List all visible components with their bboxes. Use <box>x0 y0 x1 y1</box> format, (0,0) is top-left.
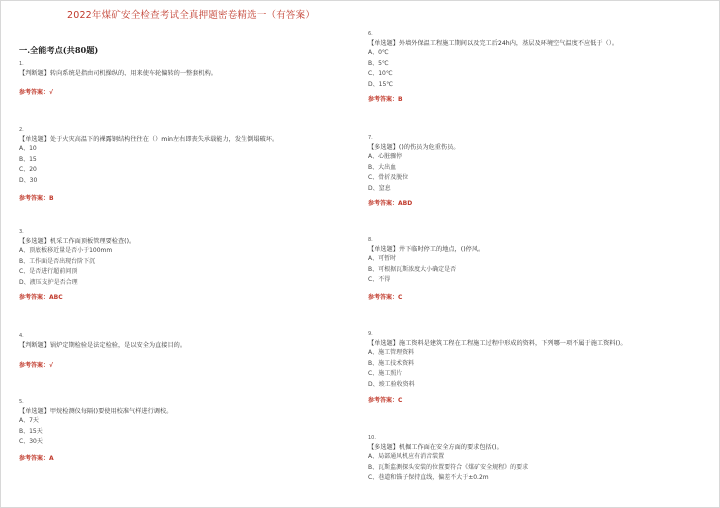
question-1 <box>19 61 349 97</box>
question-text: 【多选题】机掘工作面在安全方面的要求包括()。 <box>368 444 503 451</box>
option: A、心脏骤停 <box>368 153 403 160</box>
question-text: 【判断题】转向系统是指由司机操纵的、用来使车轮偏转的一整套机构。 <box>19 70 217 77</box>
question-8 <box>368 237 698 302</box>
question-number: 10. <box>368 435 376 441</box>
answer-label: 参考答案： <box>368 293 399 301</box>
option: A、0℃ <box>368 49 389 56</box>
answer-value: √ <box>49 89 54 96</box>
option: B、瓦斯监测探头安装的位置要符合《煤矿安全规程》的要求 <box>368 463 529 471</box>
answer-label: 参考答案： <box>19 454 50 462</box>
question-text: 【多选题】()的伤员为危重伤员。 <box>368 144 460 151</box>
answer-line <box>368 200 698 208</box>
answer-label: 参考答案： <box>368 200 399 207</box>
answer-line <box>368 397 698 405</box>
answer-label: 参考答案： <box>19 195 50 202</box>
option: A、可暂时 <box>368 255 397 262</box>
option: B、15 <box>19 155 37 163</box>
question-7 <box>368 135 698 208</box>
answer-line <box>368 294 698 302</box>
question-number: 7. <box>368 135 373 141</box>
option: A、顶底板移近量是否小于100mm <box>19 247 113 254</box>
question-3 <box>19 229 349 302</box>
question-text: 【判断题】锅炉定期检验是法定检验，是以安全为直接目的。 <box>19 342 187 349</box>
option: D、竣工验收资料 <box>368 380 415 388</box>
answer-value: A <box>49 454 54 462</box>
option: C、是否进行超前问顶 <box>19 268 78 275</box>
question-number: 6. <box>368 31 373 37</box>
answer-label: 参考答案： <box>19 362 50 369</box>
answer-value: ABD <box>398 200 413 207</box>
document-title: 2022年煤矿安全检查考试全真押题密卷精选一（有答案） <box>66 10 316 21</box>
question-4 <box>19 333 349 370</box>
question-2 <box>19 127 349 203</box>
answer-line <box>19 294 349 302</box>
option: A、7天 <box>19 417 39 424</box>
question-text: 【单选题】甲烷检测仪每隔()要使用校准气样进行调校。 <box>19 408 173 415</box>
question-number: 3. <box>19 229 24 235</box>
option: B、15天 <box>19 427 43 435</box>
option: C、巷道和锚子保持直线，偏差不大于±0.2m <box>368 474 489 481</box>
option: B、工作面是否出现台阶下沉 <box>19 257 96 265</box>
option: A、10 <box>19 145 37 152</box>
answer-line <box>19 362 349 370</box>
question-number: 1. <box>19 61 24 67</box>
option: B、5℃ <box>368 59 389 67</box>
option: D、窒息 <box>368 184 391 192</box>
option: C、骨折及脱位 <box>368 174 409 181</box>
question-text: 【单选题】井下临时停工的地点，()停风。 <box>368 246 485 253</box>
answer-line <box>19 195 349 203</box>
answer-line <box>19 455 349 463</box>
option: D、30 <box>19 176 38 184</box>
answer-value: B <box>49 195 54 202</box>
answer-line <box>368 96 698 104</box>
question-6 <box>368 31 698 104</box>
question-text: 【单选题】外墙外保温工程施工期间以及完工后24h内，基层及环境空气温度不应低于（）。 <box>368 40 619 47</box>
question-5 <box>19 399 349 463</box>
answer-value: √ <box>49 362 54 369</box>
answer-label: 参考答案： <box>19 294 50 301</box>
option: A、施工管理资料 <box>368 349 415 356</box>
option: B、大出血 <box>368 163 397 171</box>
option: D、液压支护是否合理 <box>19 278 78 286</box>
answer-label: 参考答案： <box>368 96 399 103</box>
option: B、施工技术资料 <box>368 359 415 367</box>
answer-value: ABC <box>49 294 63 301</box>
option: C、施工照片 <box>368 370 403 377</box>
option: C、20 <box>19 166 37 173</box>
answer-line <box>19 89 349 97</box>
option: A、局部通风机应有消音装置 <box>368 453 445 460</box>
question-number: 8. <box>368 237 373 243</box>
answer-value: B <box>398 96 403 103</box>
option: C、30天 <box>19 438 43 445</box>
answer-label: 参考答案： <box>368 397 399 404</box>
option: D、15℃ <box>368 80 393 88</box>
question-text: 【多选题】机采工作面顶板管理要检查()。 <box>19 238 136 245</box>
section-heading: 一.全能考点(共80题) <box>19 45 99 55</box>
answer-value: C <box>398 293 403 301</box>
question-10 <box>368 435 698 484</box>
question-text: 【单选题】处于火灾高温下的裸露钢结构往往在（）min左右即丧失承载能力，发生倒塌破坏。 <box>19 136 279 143</box>
question-number: 9. <box>368 331 373 337</box>
question-9 <box>368 331 698 405</box>
option: B、可根据瓦斯浓度大小确定是否 <box>368 265 457 273</box>
question-number: 4. <box>19 333 24 339</box>
question-number: 2. <box>19 127 24 133</box>
answer-label: 参考答案： <box>19 89 50 96</box>
option: C、不得 <box>368 276 391 283</box>
question-text: 【单选题】施工资料是建筑工程在工程施工过程中形成的资料，下列哪一项不属于施工资料()。 <box>368 340 627 347</box>
option: C、10℃ <box>368 70 393 77</box>
answer-value: C <box>398 397 403 404</box>
question-number: 5. <box>19 399 24 405</box>
